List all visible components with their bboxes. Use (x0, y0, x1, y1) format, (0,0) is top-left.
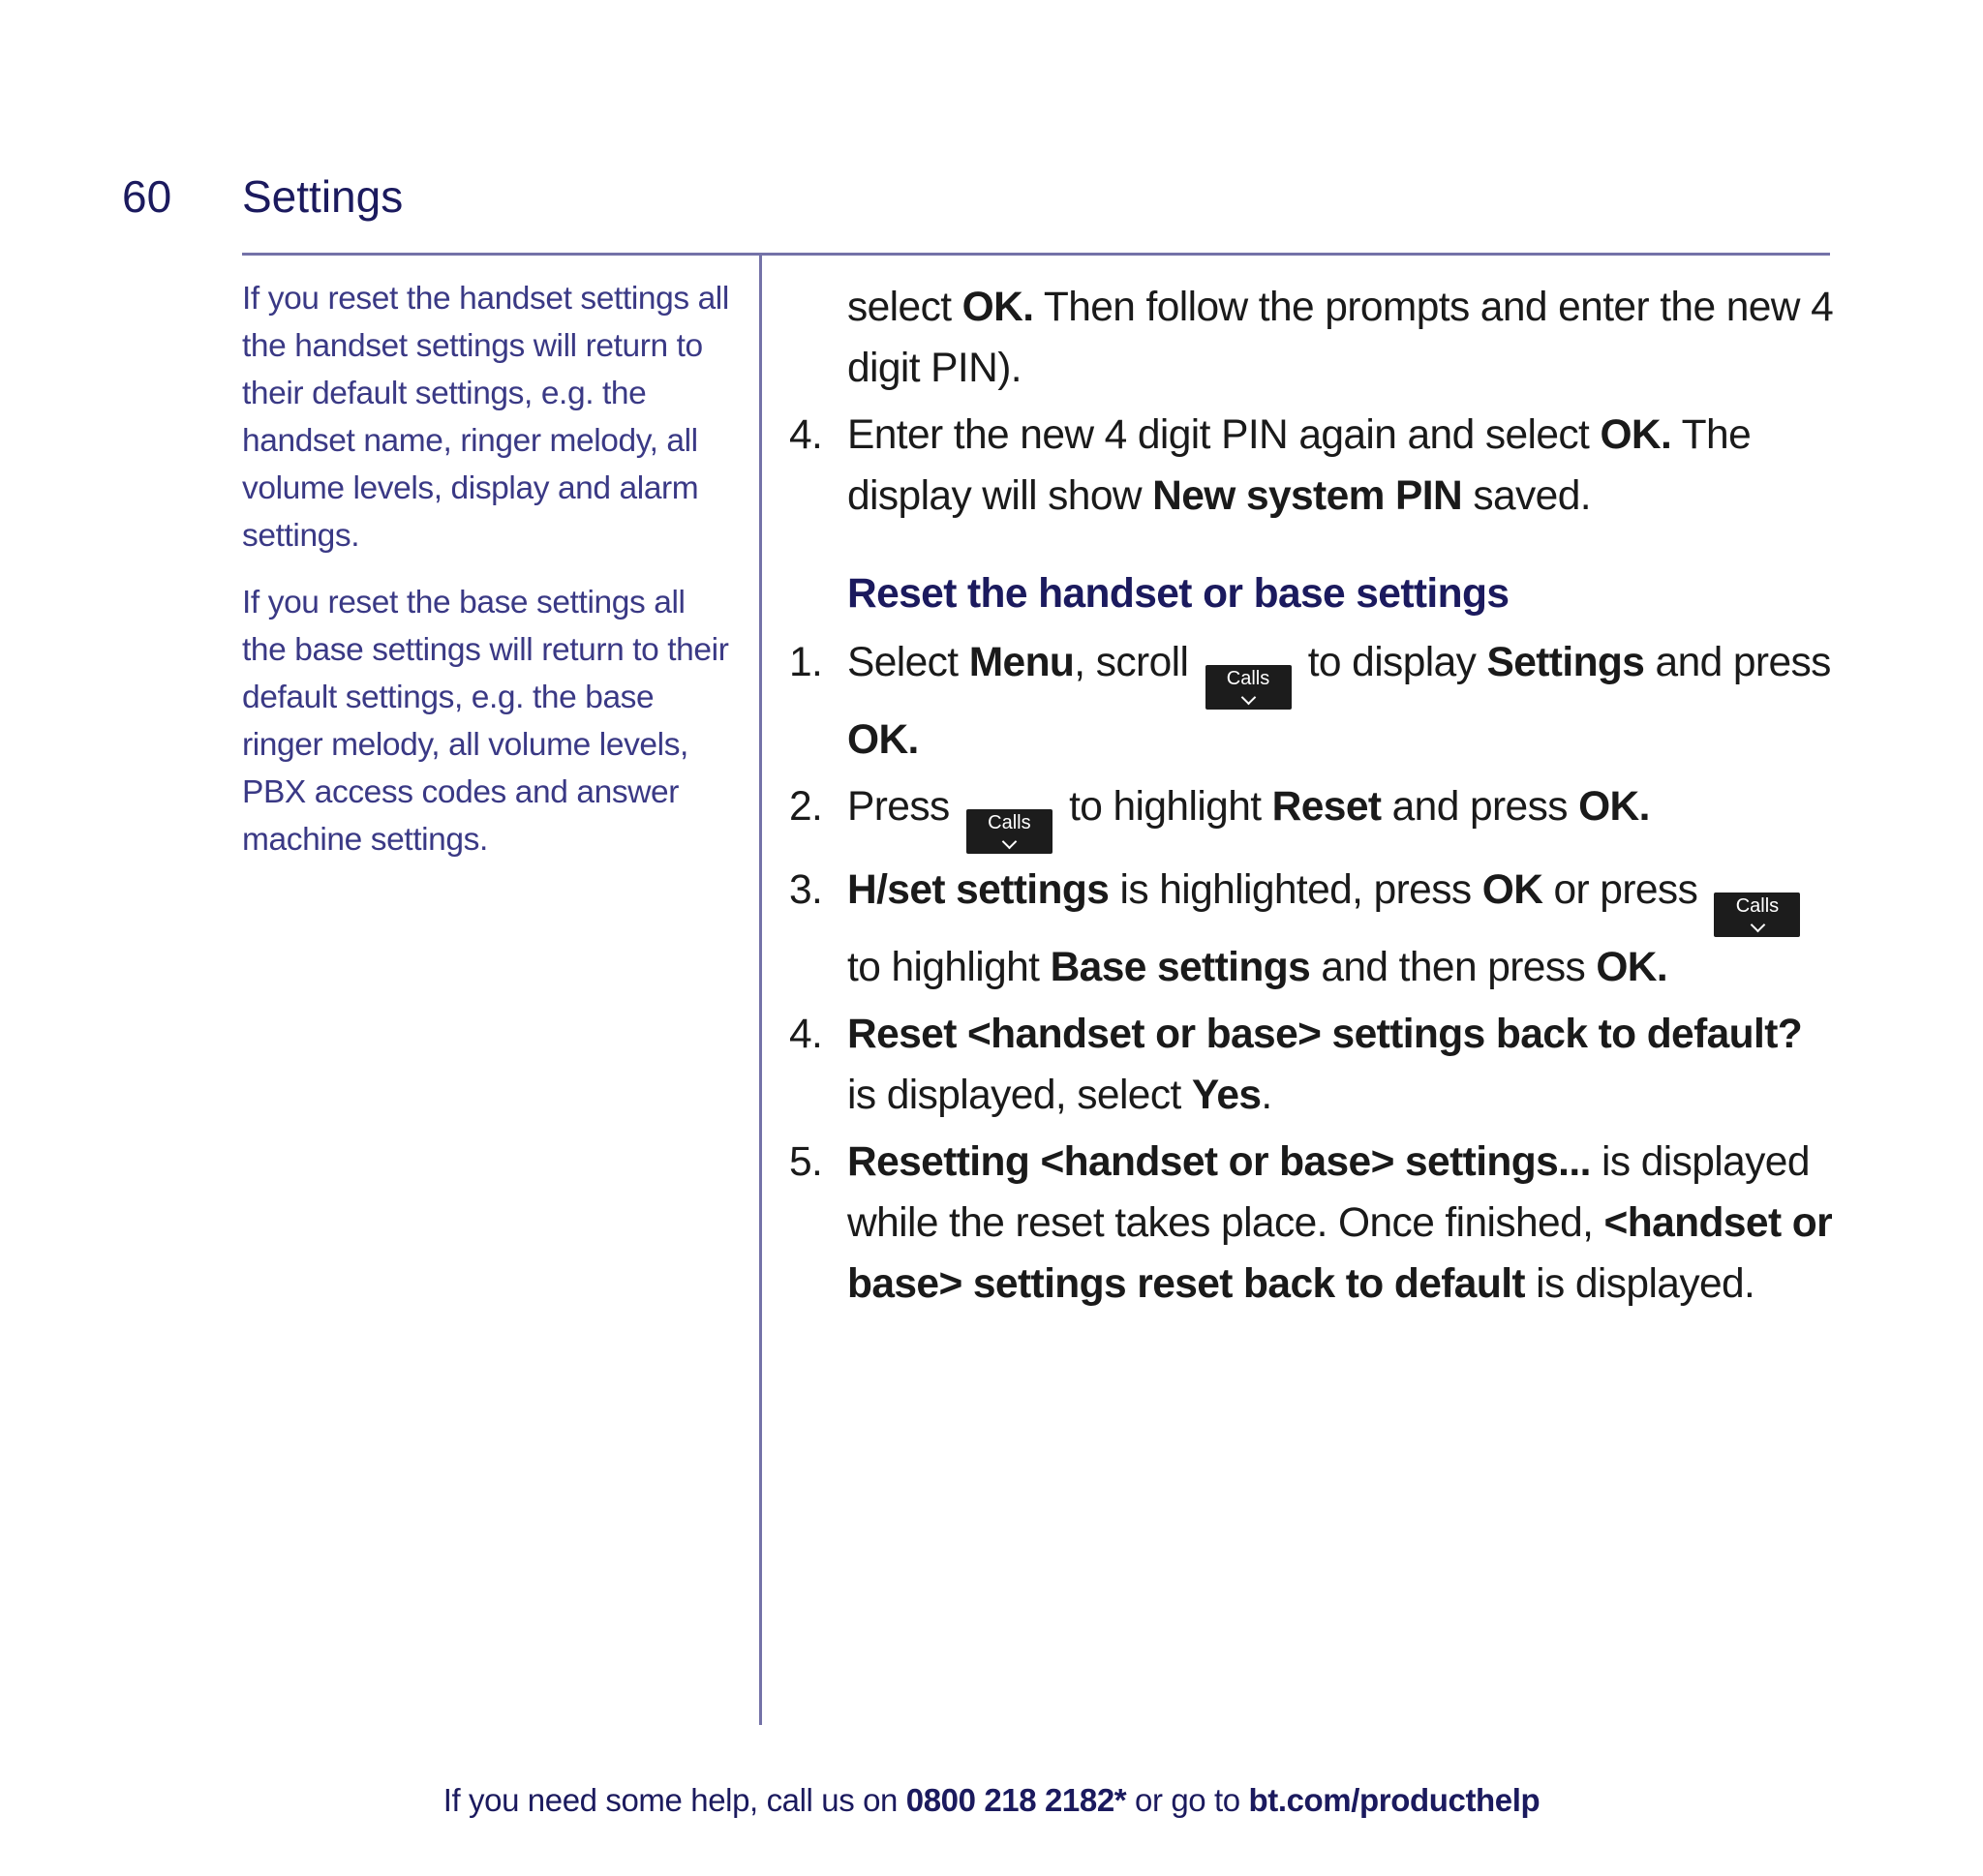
column-divider (759, 253, 762, 1725)
step-number: 4. (789, 412, 823, 458)
key-label: Calls (1735, 895, 1780, 917)
page-title: Settings (242, 171, 404, 222)
ok-label: OK. (1600, 412, 1672, 458)
text: Enter the new 4 digit PIN again and select (847, 412, 1601, 458)
menu-label: Menu (968, 640, 1075, 685)
text: If you need some help, call us on (442, 1782, 906, 1818)
reset-step-1 (789, 632, 1835, 771)
base-settings-label: Base settings (1050, 945, 1311, 990)
key-label: Calls (1226, 668, 1270, 689)
step-body (847, 405, 1835, 527)
text: . (1261, 1073, 1272, 1118)
calls-down-key-icon (1714, 893, 1800, 937)
header-rule (242, 253, 1830, 256)
step-number: 2. (789, 784, 823, 830)
reset-step-5 (789, 1132, 1835, 1315)
reset-step-4 (789, 1004, 1835, 1126)
settings-label: Settings (1486, 640, 1645, 685)
step-body (847, 632, 1835, 771)
text: Select (847, 640, 969, 685)
main-content (789, 277, 1835, 1320)
chevron-down-icon (1241, 690, 1257, 706)
step-body (847, 1132, 1835, 1315)
ok-label: OK. (961, 285, 1034, 330)
page-number: 60 (122, 171, 172, 222)
key-label: Calls (988, 812, 1031, 833)
resetting-label: Resetting <handset or base> settings... (847, 1139, 1591, 1185)
step-number: 1. (789, 640, 823, 685)
text: and then press (1310, 945, 1597, 990)
ok-label: OK. (847, 717, 919, 763)
chevron-down-icon (1002, 834, 1018, 850)
text: , scroll (1074, 640, 1200, 685)
ok-label: OK. (1596, 945, 1668, 990)
text: The display will show (847, 412, 1752, 519)
sidebar-note-base: If you reset the base settings all the base settings will return to their default settings, e.g. the base ringer melody, all volume levels, PBX access codes and answer machine settings. (242, 585, 729, 858)
text: Press (847, 784, 961, 830)
new-system-pin-label: New system PIN (1152, 473, 1463, 519)
hset-settings-label: H/set settings (847, 867, 1110, 913)
text: or press (1542, 867, 1709, 913)
text: is highlighted, press (1109, 867, 1482, 913)
text: to highlight (847, 945, 1051, 990)
reset-label: Reset (1271, 784, 1382, 830)
step-number: 5. (789, 1139, 823, 1185)
text: Then follow the prompts and enter the new 4 digit PIN). (847, 285, 1834, 391)
reset-done-label: <handset or base> settings reset back to default (847, 1200, 1833, 1307)
text: select (847, 285, 962, 330)
continued-step (789, 277, 1835, 399)
text: and press (1381, 784, 1579, 830)
yes-label: Yes (1191, 1073, 1262, 1118)
text: is displayed, select (847, 1073, 1192, 1118)
text: to highlight (1057, 784, 1272, 830)
reset-step-3 (789, 860, 1835, 998)
calls-down-key-icon (966, 809, 1053, 854)
text: to display (1297, 640, 1487, 685)
sidebar-notes (242, 275, 736, 883)
reset-step-2 (789, 776, 1835, 854)
text: or go to (1126, 1782, 1249, 1818)
section-heading: Reset the handset or base settings (847, 571, 1510, 617)
step-number: 4. (789, 1012, 823, 1057)
step-body (847, 860, 1835, 998)
ok-label: OK (1481, 867, 1543, 913)
text: is displayed while the reset takes place. Once finished, (847, 1139, 1810, 1246)
chevron-down-icon (1751, 918, 1766, 933)
text: saved. (1462, 473, 1591, 519)
sidebar-note-handset: If you reset the handset settings all the handset settings will return to their default settings, e.g. the handset name, ringer melody, all volume levels, display and alarm settings. (242, 281, 729, 554)
footer-help (0, 1781, 1983, 1820)
text: is displayed. (1524, 1261, 1755, 1307)
ok-label: OK. (1578, 784, 1650, 830)
help-url: bt.com/producthelp (1248, 1782, 1541, 1818)
step-body (847, 776, 1835, 854)
help-phone-number: 0800 218 2182* (905, 1782, 1127, 1818)
step-body (847, 1004, 1835, 1126)
step-number: 3. (789, 867, 823, 913)
calls-down-key-icon (1205, 665, 1292, 710)
reset-prompt-label: Reset <handset or base> settings back to default? (847, 1012, 1803, 1057)
pin-step-4 (789, 405, 1835, 527)
text: and press (1644, 640, 1831, 685)
